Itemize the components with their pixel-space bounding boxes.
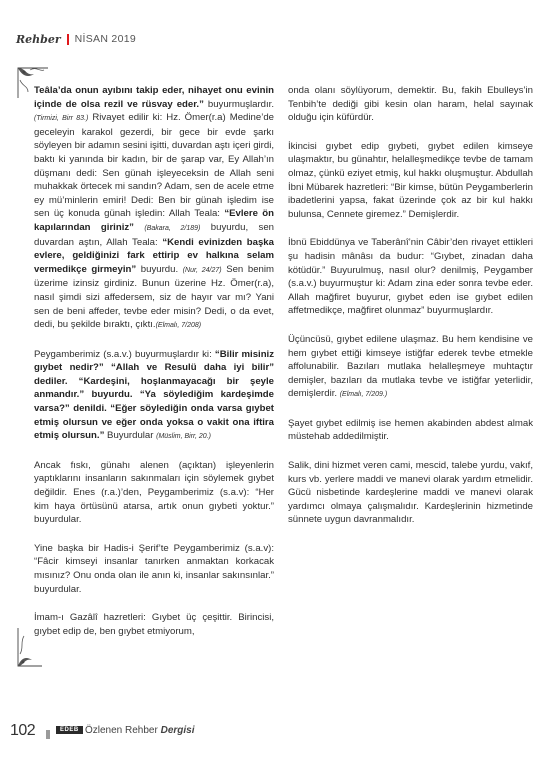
header-divider [67, 34, 69, 45]
brand-logo: Rehber [16, 32, 61, 46]
issue-date: NİSAN 2019 [74, 33, 136, 45]
paragraph [34, 84, 274, 333]
citation: (Elmalı, 7/209.) [339, 391, 388, 399]
page-number: 102 [10, 722, 36, 739]
paragraph: Şayet gıybet edilmiş ise hemen akabinden abdest almak müstehab addedilmiştir. [288, 417, 533, 443]
page-header [16, 32, 136, 46]
citation: (Bakara, 2/189) [144, 224, 201, 232]
paragraph-text: buyurdu. [136, 263, 183, 275]
citation: (Tirmizi, Birr 83.) [34, 115, 89, 123]
page-footer [0, 722, 553, 742]
emphasized-text: “Bilir misiniz gıybet nedir?” “Allah ve Resulü daha iyi bilir” dediler. “Kardeşini, hoşlanmayacağı bir şeyle anmandır.” buyurdu. “Ya söylediğim kardeşimde varsa?” denildi. “Eğer söylediğin onda varsa gıybet etmiş olursun ve eğer onda yoksa o vakit ona iftira etmiş olursun.” [34, 348, 275, 442]
paragraph: İmam-ı Gazâlî hazretleri: Gıybet üç çeşittir. Birincisi, gıybet edip de, ben gıybet etmiyorum, [34, 612, 274, 637]
paragraph: Salik, dini hizmet veren cami, mescid, talebe yurdu, vakıf, kurs vb. yerlere maddi ve manevi olarak yardım etmelidir. Gücü nisbetinde kardeşlerine maddi ve manevi olarak yardımcı olmaya çalışmalıdır. Kardeşlerinin hizmetinde sünnete uygun davranmalıdır. [288, 460, 533, 526]
emphasized-text: “Kendi evinizden başka evlere, geldiğinizi fark ettirip ev halkına selam vermedikçe girmeyin” [34, 236, 274, 275]
citation: (Elmalı, 7/208) [155, 322, 202, 330]
paragraph-text: buyurdu, sen duvardan aştın, Allah Teala: [34, 221, 274, 248]
paragraph-text: buyurmuşlardır. [203, 98, 274, 110]
citation: (Müslim, Birr, 20.) [156, 433, 211, 441]
paragraph [288, 333, 533, 402]
paragraph-text: Sen benim üzerime izinsiz girdiniz. Bunun üzerine Hz. Ömer(r.a), nasıl şimdi sizi affedersem, siz de hayır var mı? Yani sen de beni affeder, tevbe eder misin? Dedi, o da evet, dedi, bu şekilde bıraktı, çıktı. [34, 263, 274, 331]
paragraph: onda olanı söylüyorum, demektir. Bu, fakih Ebulleys’in Tenbih’te dediği gibi kesin olan haram, helal sayınak olduğu için küfürdür. [288, 85, 533, 124]
paragraph-text [134, 222, 144, 233]
magazine-name: Özlenen Rehber [85, 725, 158, 736]
paragraph-text: Üçüncüsü, gıybet edilene ulaşmaz. Bu hem kendisine ve hem gıybet ettiği kimseye istiğfar ederek tevbe etmekle affolunabilir. Bazıları mutlaka helalleşmeye muhtaçtır demişler, bazıları da mutlaka tevbe ve istiğfar yeterlidir, demişlerdir. [288, 333, 533, 400]
paragraph [34, 348, 274, 444]
citation: (Nur, 24/27) [182, 266, 222, 274]
paragraph-text: Buyurdular [104, 430, 157, 442]
paragraph: İkincisi gıybet edip gıybeti, gıybet edilen kimseye ulaşmaktır, bu günahtır, helalleşmedikçe tevbe de tamam olmaz, çünkü eziyet etmiş, kul hakkı oluşmuştur. Abdullah İbni Mübarek hazretleri: “Bir kimse, bütün Peygamberlerin ibadetlerini yapsa, fakat üzerinde çok az bir kul hakkı bulunsa, Cennete giremez.” Demişlerdir. [288, 140, 533, 220]
paragraph-text: Peygamberimiz (s.a.v.) buyurmuşlardır ki: [34, 348, 215, 360]
paragraph: Yine başka bir Hadis-i Şerif’te Peygamberimiz (s.a.v): “Fâcir kimseyi insanlar tanırken anmaktan korkacak mısınız? Onu onda olan ile anın ki, insanlar sakınsınlar.” buyurdular. [34, 542, 274, 595]
paragraph: İbnü Ebiddünya ve Taberânî’nin Câbir’den rivayet ettikleri şu hadisin mânâsı da budur: “Gıybet, zinadan daha kötüdür.” Buyurulmuş, nasıl olur? denilmiş, Peygamber (s.a.v.) buyurmuştur ki: Adam zina eder sonra tevbe eder. Allah mağfiret buyurur, gıybet eden ise gıybet edilen affetmedikçe, mağfiret olunmaz” buyurmuşlardır. [288, 237, 533, 317]
paragraph-text: Rivayet edilir ki: Hz. Ömer(r.a) Medine’de geceleyin karakol gezerdi, bir gece bir evde şarkı söyleyen bir adamın sesini işitti, duvardan aştı içeri girdi, baktı ki yanında bir kadın, bir de şarap var, Ey Allah’ın düşmanı dedi: Sen günah işleyeceksin de Allah seni muhakkak örtecek mi sandın? Adam, sen de acele etme ey mü’minlerin emiri! Dedi: Ben bir günah işledim ise sen üç konuda günah işledin: Allah Teala: [34, 112, 274, 220]
left-column [34, 84, 274, 653]
footer-divider [46, 730, 50, 739]
magazine-title [85, 725, 195, 736]
emphasized-text: “Evlere ön kapılarından giriniz” [34, 208, 274, 233]
paragraph: Ancak fıskı, günahı alenen (açıktan) işleyenlerin yaptıklarını insanların sakınmaları için söylemek gıybet değildir. Enes (r.a.)’den, Peygamberimiz (s.a.v): “Her kim haya örtüsünü atarsa, artık onun gıybeti yoktur.” buyurdular. [34, 459, 274, 526]
magazine-name-bold: Dergisi [160, 725, 195, 736]
section-tag: EDEB [56, 726, 83, 734]
emphasized-text: Teâla’da onun ayıbını takip eder, nihayet onu evinin içinde de olsa rezil ve rüsvay eder.” [34, 85, 274, 110]
right-column [288, 84, 533, 542]
